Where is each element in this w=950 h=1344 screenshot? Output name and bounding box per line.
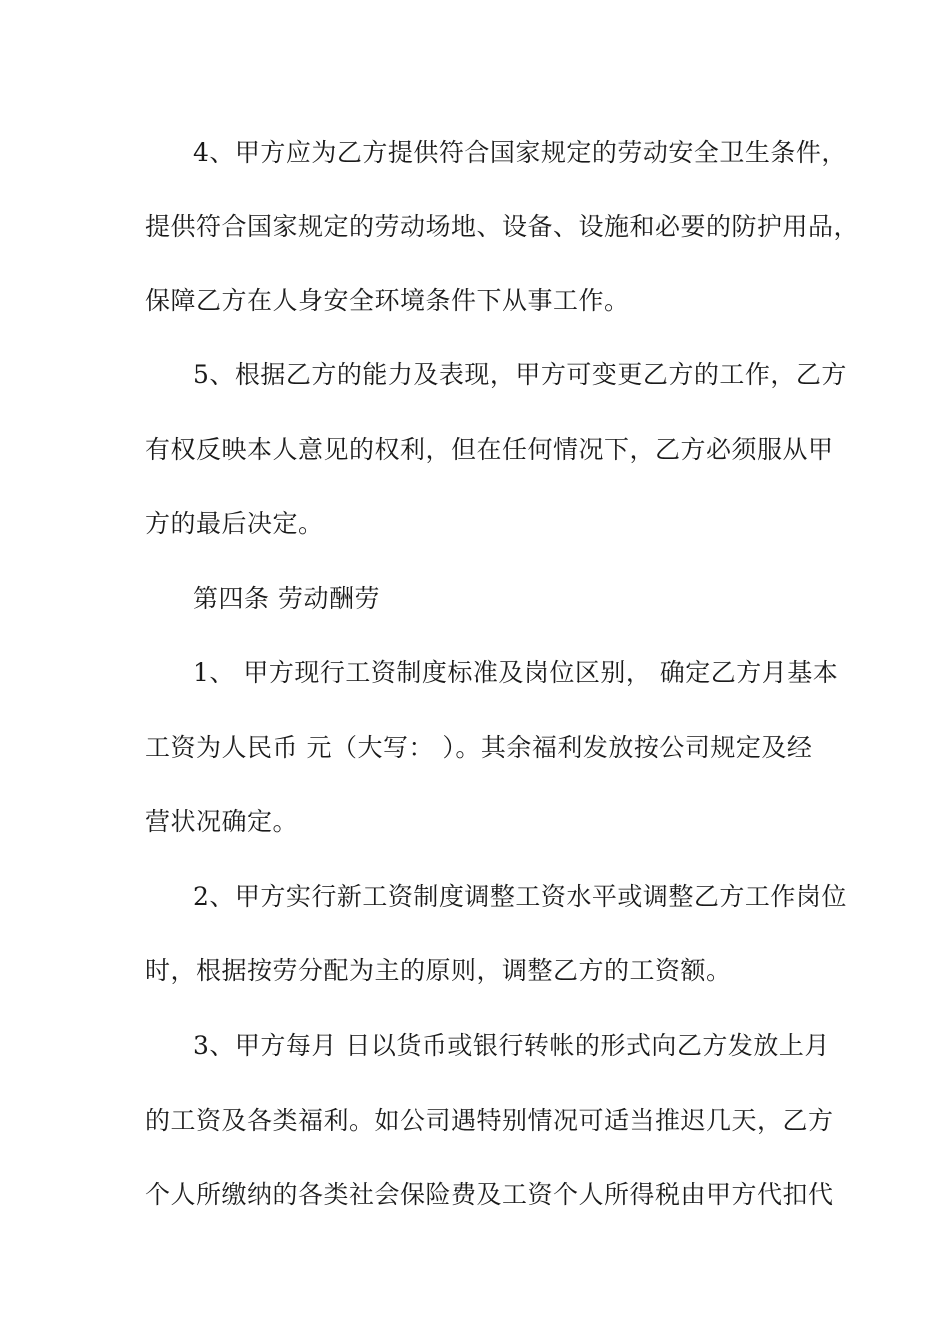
pay-clause-1-line-3: 营状况确定。 bbox=[145, 807, 299, 836]
pay-clause-2-line-1: 2、甲方实行新工资制度调整工资水平或调整乙方工作岗位 bbox=[193, 882, 847, 911]
pay-clause-3-line-3: 个人所缴纳的各类社会保险费及工资个人所得税由甲方代扣代 bbox=[145, 1180, 834, 1209]
pay-clause-3-line-2: 的工资及各类福利。如公司遇特别情况可适当推迟几天，乙方 bbox=[145, 1106, 834, 1135]
clause-4-line-3: 保障乙方在人身安全环境条件下从事工作。 bbox=[145, 286, 630, 315]
clause-5-line-2: 有权反映本人意见的权利，但在任何情况下，乙方必须服从甲 bbox=[145, 435, 834, 464]
clause-5-line-3: 方的最后决定。 bbox=[145, 509, 324, 538]
article-4-heading: 第四条 劳动酬劳 bbox=[193, 584, 380, 613]
pay-clause-3-line-1: 3、甲方每月 日以货币或银行转帐的形式向乙方发放上月 bbox=[193, 1031, 830, 1060]
clause-4-line-2: 提供符合国家规定的劳动场地、设备、设施和必要的防护用品， bbox=[145, 212, 860, 241]
pay-clause-1-line-1: 1、 甲方现行工资制度标准及岗位区别， 确定乙方月基本 bbox=[193, 658, 839, 687]
pay-clause-2-line-2: 时，根据按劳分配为主的原则，调整乙方的工资额。 bbox=[145, 956, 732, 985]
clause-4-line-1: 4、甲方应为乙方提供符合国家规定的劳动安全卫生条件， bbox=[193, 138, 847, 167]
clause-5-line-1: 5、根据乙方的能力及表现，甲方可变更乙方的工作，乙方 bbox=[193, 360, 847, 389]
pay-clause-1-line-2: 工资为人民币 元（大写： ）。其余福利发放按公司规定及经 bbox=[145, 733, 813, 762]
